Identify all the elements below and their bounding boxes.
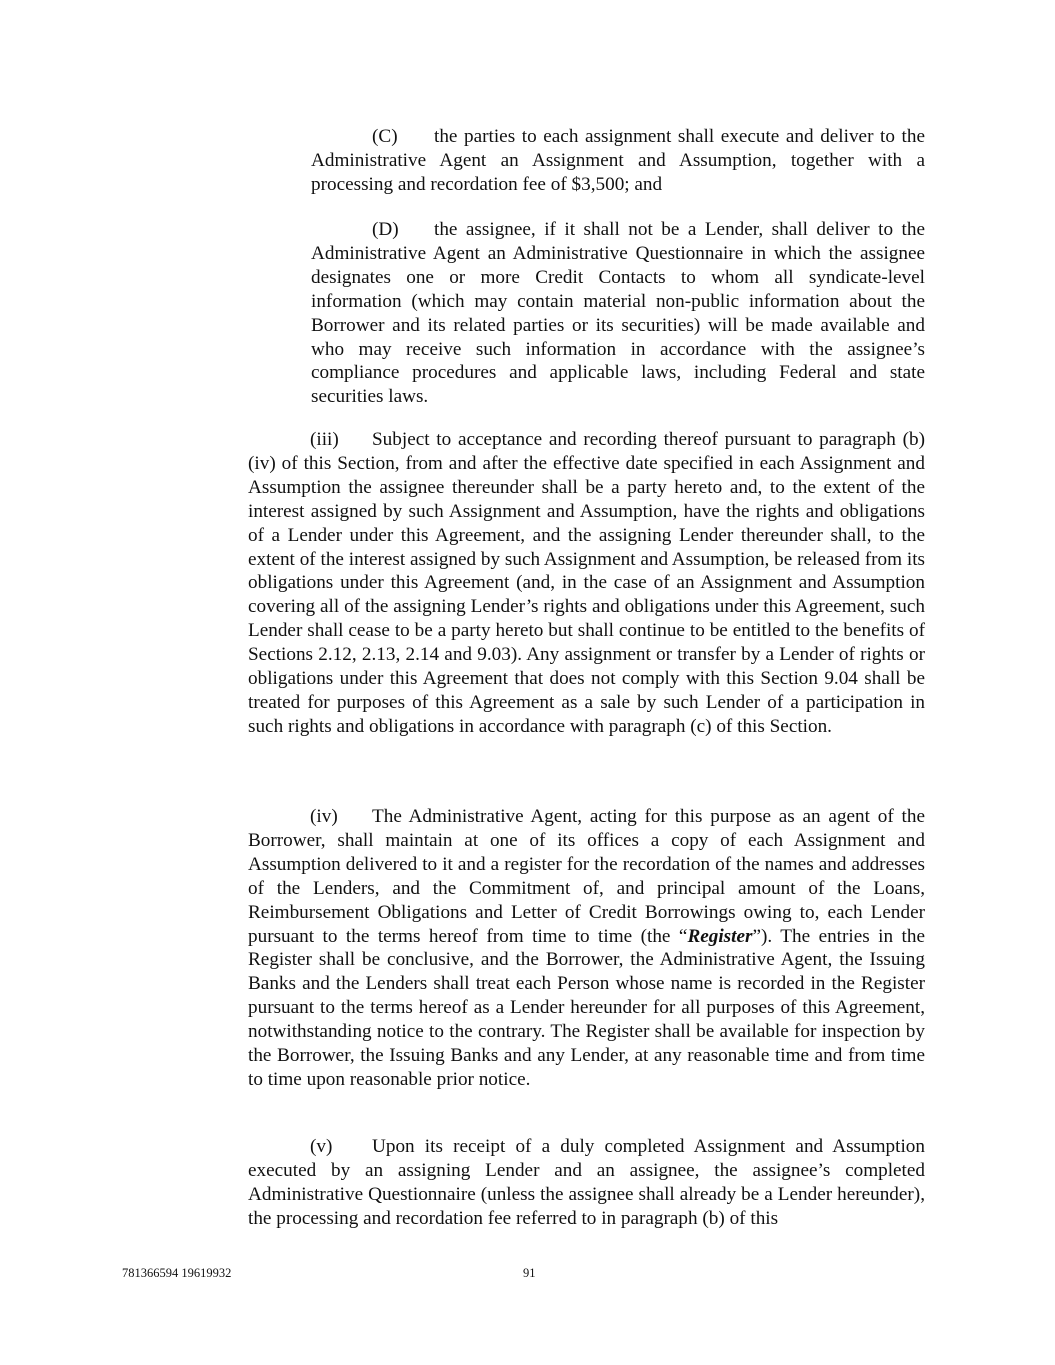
footer-page-number: 91 bbox=[523, 1266, 536, 1280]
paragraph-v bbox=[248, 1135, 925, 1231]
paragraph-iv bbox=[248, 805, 925, 1092]
paragraph-text: the assignee, if it shall not be a Lender, shall deliver to the Administrative Agent an Administrative Questionnaire in which the assignee designates one or more Credit Contacts to whom all syndicate-level information (which may contain material non-public information about the Borrower and its related parties or its securities) will be made available and who may receive such information in accordance with the assignee’s compliance procedures and applicable laws, including Federal and state securities laws. bbox=[311, 219, 925, 408]
paragraph-text: Subject to acceptance and recording thereof pursuant to paragraph (b)(iv) of this Section, from and after the effective date specified in each Assignment and Assumption the assignee thereunder shall be a party hereto and, to the extent of the interest assigned by such Assignment and Assumption, have the rights and obligations of a Lender under this Agreement, and the assigning Lender thereunder shall, to the extent of the interest assigned by such Assignment and Assumption, be released from its obligations under this Agreement (and, in the case of an Assignment and Assumption covering all of the assigning Lender’s rights and obligations under this Agreement, such Lender shall cease to be a party hereto but shall continue to be entitled to the benefits of Sections 2.12, 2.13, 2.14 and 9.03). Any assignment or transfer by a Lender of rights or obligations under this Agreement that does not comply with this Section 9.04 shall be treated for purposes of this Agreement as a sale by such Lender of a participation in such rights and obligations in accordance with paragraph (c) of this Section. bbox=[248, 429, 925, 737]
paragraph-label: (iii) bbox=[310, 429, 339, 450]
paragraph-text: The Administrative Agent, acting for this purpose as an agent of the Borrower, shall maintain at one of its offices a copy of each Assignment and Assumption delivered to it and a register for the recordation of the names and addresses of the Lenders, and the Commitment of, and principal amount of the Loans, Reimbursement Obligations and Letter of Credit Borrowings owing to, each Lender pursuant to the terms hereof from time to time (the “ bbox=[248, 806, 925, 947]
paragraph-d bbox=[311, 218, 925, 409]
defined-term-register: Register bbox=[687, 925, 753, 947]
paragraph-label: (iv) bbox=[310, 806, 338, 827]
paragraph-label: (C) bbox=[372, 126, 398, 147]
paragraph-label: (v) bbox=[310, 1136, 333, 1157]
footer-doc-id: 781366594 19619932 bbox=[122, 1266, 232, 1280]
paragraph-text-continued: ”). The entries in the Register shall be conclusive, and the Borrower, the Administrative Agent, the Issuing Banks and the Lenders shall treat each Person whose name is recorded in the Register pursuant to the terms hereof as a Lender hereunder for all purposes of this Agreement, notwithstanding notice to the contrary. The Register shall be available for inspection by the Borrower, the Issuing Banks and any Lender, at any reasonable time and from time to time upon reasonable prior notice. bbox=[248, 925, 925, 1090]
paragraph-label: (D) bbox=[372, 219, 399, 240]
paragraph-iii bbox=[248, 428, 925, 739]
paragraph-text: the parties to each assignment shall execute and deliver to the Administrative Agent an Assignment and Assumption, together with a processing and recordation fee of $3,500; and bbox=[311, 126, 925, 195]
paragraph-text: Upon its receipt of a duly completed Assignment and Assumption executed by an assigning Lender and an assignee, the assignee’s completed Administrative Questionnaire (unless the assignee shall already be a Lender hereunder), the processing and recordation fee referred to in paragraph (b) of this bbox=[248, 1136, 925, 1229]
paragraph-c bbox=[311, 125, 925, 197]
